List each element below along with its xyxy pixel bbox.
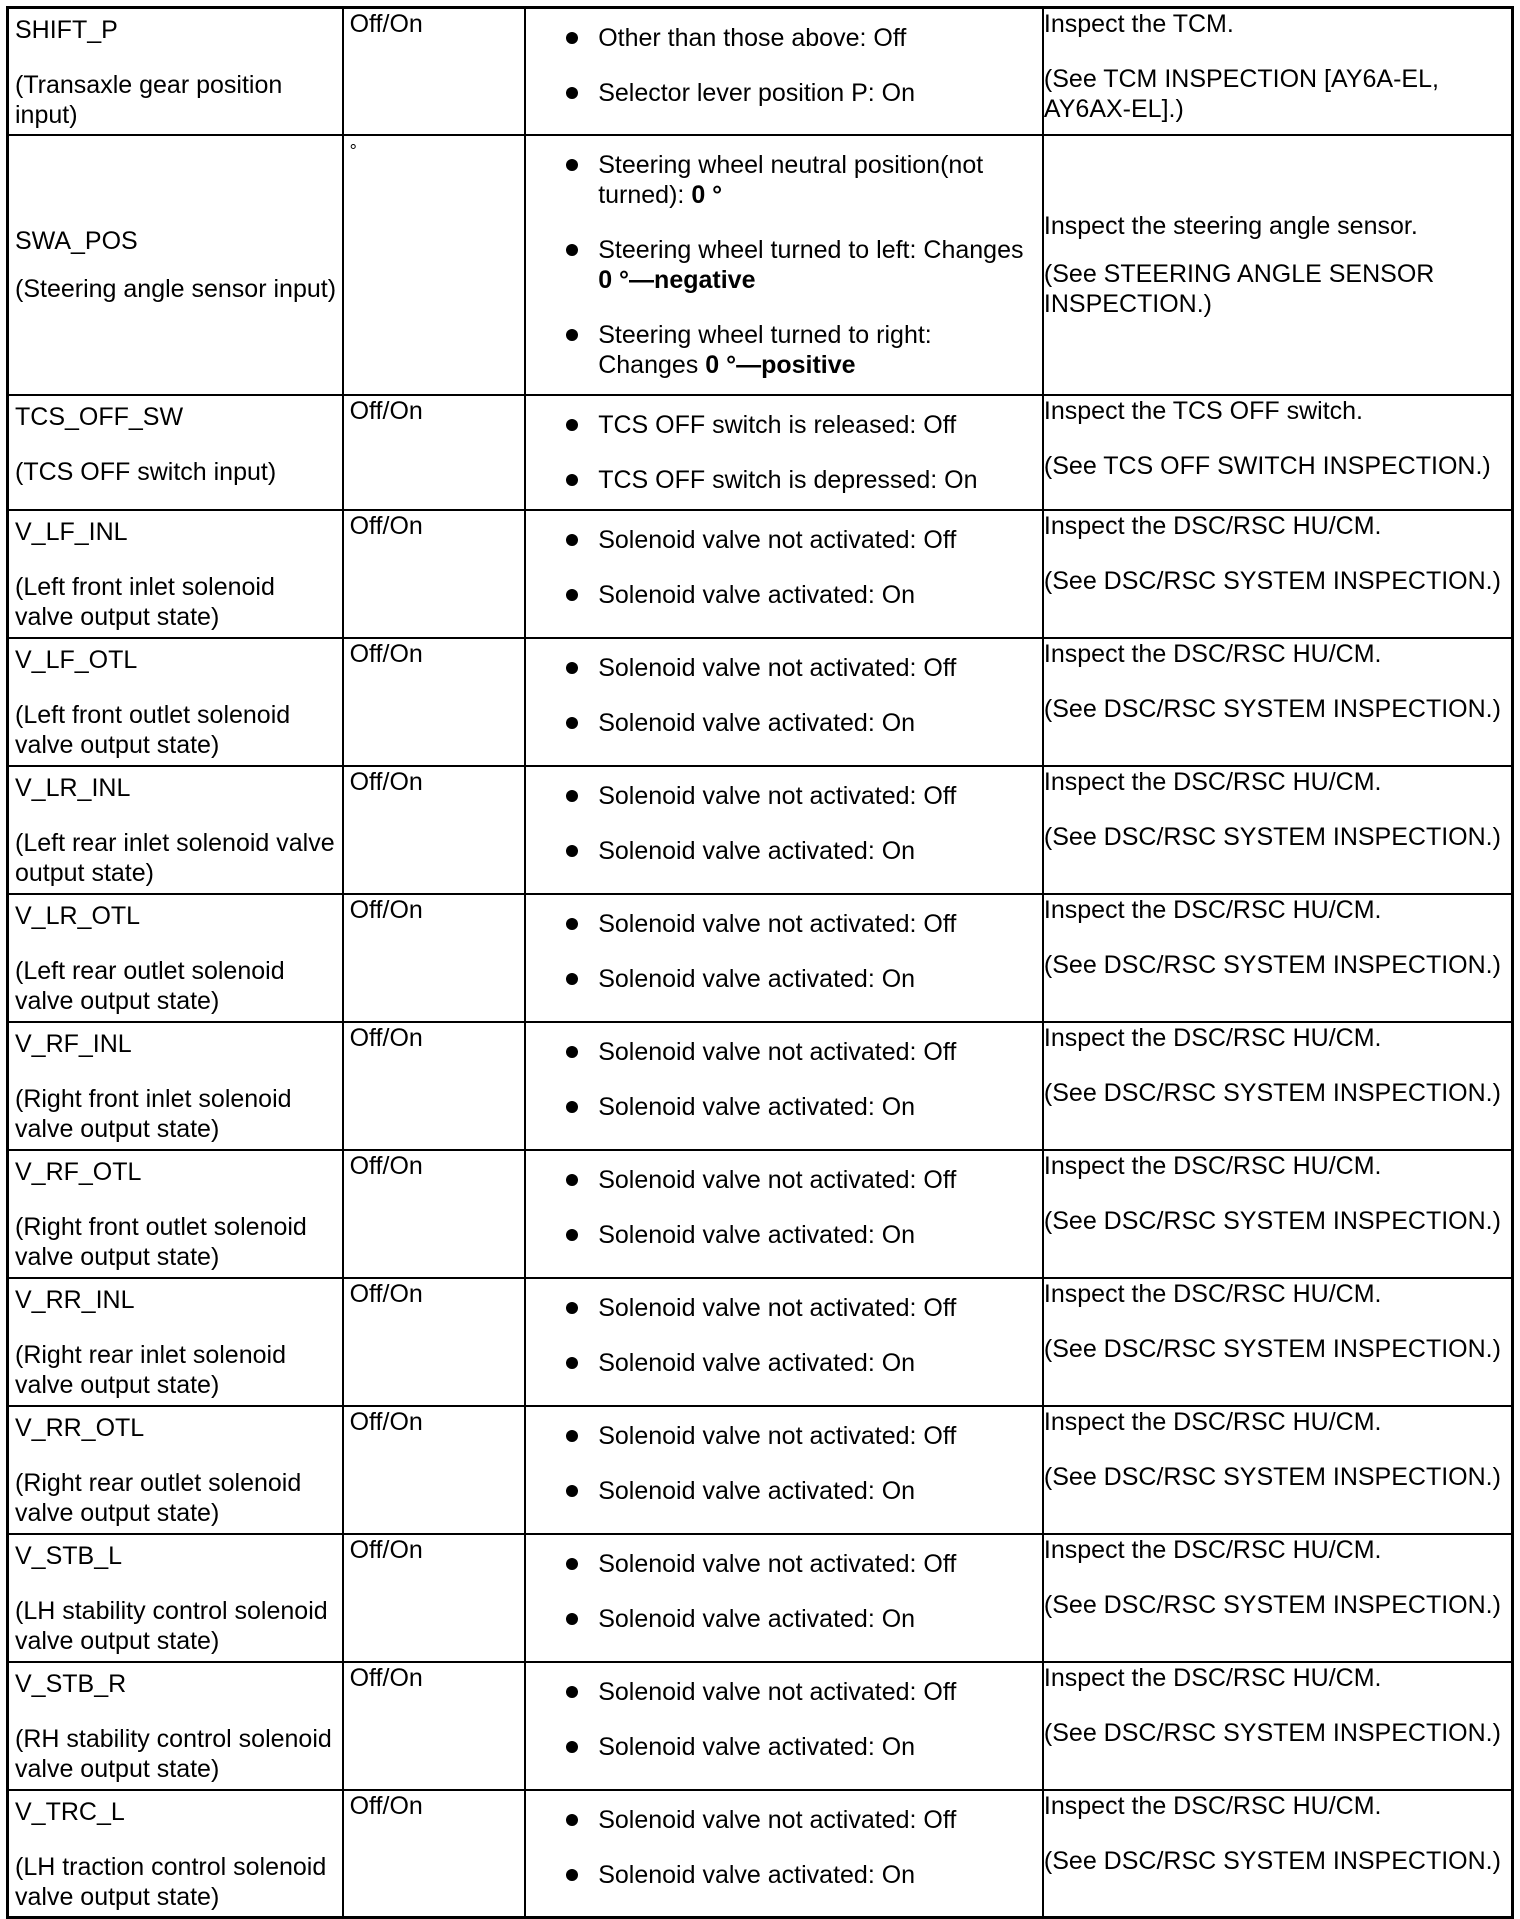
condition-item (566, 78, 1032, 108)
see-reference-link[interactable]: (See TCS OFF SWITCH INSPECTION.) (1043, 451, 1491, 480)
bullet-icon (566, 419, 578, 431)
condition-plain-text: Selector lever position P: On (598, 79, 916, 107)
condition-item (566, 708, 1032, 738)
condition-text (598, 1732, 915, 1762)
condition-item (566, 1165, 1032, 1195)
pid-name: V_RF_INL (15, 1029, 132, 1058)
pid-cell (8, 135, 343, 395)
pid-name: V_LR_INL (15, 773, 131, 802)
action-cell (1043, 1022, 1513, 1150)
bullet-icon (566, 474, 578, 486)
condition-plain-text: Solenoid valve not activated: Off (598, 1549, 957, 1578)
condition-text (598, 1348, 915, 1378)
condition-cell (525, 894, 1043, 1022)
pid-description: (Left rear inlet solenoid valve output state) (15, 828, 335, 887)
table-row (8, 1662, 1513, 1790)
bullet-icon (566, 1741, 578, 1753)
pid-description: (Left front outlet solenoid valve output state) (15, 700, 291, 759)
bullet-icon (566, 1430, 578, 1442)
condition-text (598, 78, 915, 108)
bullet-icon (566, 717, 578, 729)
table-row (8, 8, 1513, 135)
condition-plain-text: Solenoid valve not activated: Off (598, 781, 957, 810)
unit-cell (343, 894, 526, 1022)
action-text: Inspect the DSC/RSC HU/CM. (1043, 511, 1382, 540)
condition-list (526, 1151, 1042, 1264)
unit-cell (343, 8, 526, 135)
condition-text (598, 1220, 915, 1250)
condition-list (526, 1407, 1042, 1520)
action-text: Inspect the DSC/RSC HU/CM. (1043, 767, 1382, 796)
condition-plain-text: Solenoid valve not activated: Off (598, 1037, 957, 1066)
unit-cell (343, 1150, 526, 1278)
see-reference-link[interactable]: (See DSC/RSC SYSTEM INSPECTION.) (1043, 694, 1501, 723)
pid-name: TCS_OFF_SW (15, 402, 184, 431)
condition-text (598, 465, 977, 495)
condition-cell (525, 1790, 1043, 1918)
condition-item (566, 909, 1032, 939)
condition-plain-text: Solenoid valve activated: On (598, 708, 916, 737)
see-reference-link[interactable]: (See DSC/RSC SYSTEM INSPECTION.) (1043, 1590, 1501, 1619)
bullet-icon (566, 1302, 578, 1314)
pid-name: SHIFT_P (15, 16, 118, 44)
condition-text (598, 1476, 915, 1506)
condition-plain-text: Steering wheel turned to left: Changes (598, 235, 1024, 264)
condition-cell (525, 395, 1043, 510)
condition-plain-text: Solenoid valve not activated: Off (598, 1421, 957, 1450)
pid-description: (RH stability control solenoid valve output state) (15, 1724, 332, 1783)
pid-cell (8, 1406, 343, 1534)
unit-value: Off/On (349, 639, 423, 668)
action-text: Inspect the DSC/RSC HU/CM. (1043, 639, 1382, 668)
unit-value: Off/On (349, 396, 423, 425)
condition-item (566, 235, 1032, 295)
action-text: Inspect the DSC/RSC HU/CM. (1043, 1407, 1382, 1436)
bullet-icon (566, 1485, 578, 1497)
pid-name: V_LF_OTL (15, 645, 138, 674)
action-cell (1043, 135, 1513, 395)
condition-plain-text: TCS OFF switch is released: Off (598, 410, 957, 439)
pid-name: V_STB_L (15, 1541, 123, 1570)
table-row (8, 894, 1513, 1022)
condition-list (526, 511, 1042, 624)
bullet-icon (566, 1814, 578, 1826)
action-text: Inspect the DSC/RSC HU/CM. (1043, 1663, 1382, 1692)
bullet-icon (566, 1046, 578, 1058)
condition-plain-text: Other than those above: Off (598, 24, 907, 52)
unit-value: Off/On (349, 1407, 423, 1436)
condition-list (526, 1023, 1042, 1136)
table-row (8, 1534, 1513, 1662)
action-text: Inspect the DSC/RSC HU/CM. (1043, 1279, 1382, 1308)
bullet-icon (566, 845, 578, 857)
bullet-icon (566, 1174, 578, 1186)
condition-cell (525, 135, 1043, 395)
condition-text (598, 964, 915, 994)
pid-cell (8, 8, 343, 135)
unit-value: Off/On (349, 895, 423, 924)
see-reference-link[interactable]: (See DSC/RSC SYSTEM INSPECTION.) (1043, 1462, 1501, 1491)
condition-item (566, 1476, 1032, 1506)
pid-description: (Transaxle gear position input) (15, 71, 283, 129)
condition-plain-text: Solenoid valve not activated: Off (598, 525, 957, 554)
condition-item (566, 1421, 1032, 1451)
pid-description: (Left front inlet solenoid valve output state) (15, 572, 275, 631)
condition-text (598, 150, 1032, 210)
table-row (8, 1790, 1513, 1918)
table-row (8, 395, 1513, 510)
unit-cell (343, 1790, 526, 1918)
action-text: Inspect the DSC/RSC HU/CM. (1043, 1023, 1382, 1052)
condition-plain-text: Solenoid valve activated: On (598, 1220, 916, 1249)
condition-plain-text: Solenoid valve activated: On (598, 1732, 916, 1761)
unit-value: Off/On (349, 10, 423, 38)
condition-item (566, 1549, 1032, 1579)
condition-item (566, 1805, 1032, 1835)
condition-item (566, 410, 1032, 440)
condition-item (566, 1677, 1032, 1707)
pid-name: V_STB_R (15, 1669, 127, 1698)
unit-value: Off/On (349, 1791, 423, 1820)
condition-item (566, 964, 1032, 994)
condition-cell (525, 1150, 1043, 1278)
bullet-icon (566, 32, 578, 44)
pid-name: V_TRC_L (15, 1797, 125, 1826)
condition-cell (525, 1662, 1043, 1790)
pid-table (6, 6, 1514, 1919)
condition-text (598, 909, 956, 939)
condition-list (526, 1535, 1042, 1648)
bullet-icon (566, 1558, 578, 1570)
action-cell (1043, 766, 1513, 894)
table-row (8, 510, 1513, 638)
condition-item (566, 1348, 1032, 1378)
action-cell (1043, 1150, 1513, 1278)
condition-plain-text: Solenoid valve activated: On (598, 580, 916, 609)
condition-text (598, 525, 956, 555)
condition-cell (525, 638, 1043, 766)
condition-list (526, 1663, 1042, 1776)
unit-cell (343, 1406, 526, 1534)
table-row (8, 1150, 1513, 1278)
condition-list (526, 1279, 1042, 1392)
condition-cell (525, 510, 1043, 638)
action-cell (1043, 1406, 1513, 1534)
unit-cell (343, 135, 526, 395)
condition-text (598, 320, 1032, 380)
condition-item (566, 23, 1032, 53)
bullet-icon (566, 87, 578, 99)
condition-text (598, 1805, 956, 1835)
see-reference-link[interactable]: (See DSC/RSC SYSTEM INSPECTION.) (1043, 1334, 1501, 1363)
condition-item (566, 320, 1032, 380)
condition-text (598, 708, 915, 738)
condition-list (526, 9, 1042, 122)
condition-plain-text: Solenoid valve activated: On (598, 1860, 916, 1889)
condition-cell (525, 1534, 1043, 1662)
condition-item (566, 580, 1032, 610)
action-cell (1043, 1534, 1513, 1662)
pid-cell (8, 766, 343, 894)
bullet-icon (566, 159, 578, 171)
pid-cell (8, 638, 343, 766)
unit-cell (343, 1534, 526, 1662)
see-reference-link[interactable]: (See TCM INSPECTION [AY6A-EL, AY6AX-EL].) (1043, 65, 1439, 123)
condition-item (566, 150, 1032, 210)
unit-value: Off/On (349, 1279, 423, 1308)
action-cell (1043, 8, 1513, 135)
unit-cell (343, 395, 526, 510)
condition-item (566, 653, 1032, 683)
condition-item (566, 1860, 1032, 1890)
table-row (8, 1278, 1513, 1406)
see-reference-link[interactable]: (See DSC/RSC SYSTEM INSPECTION.) (1043, 1846, 1501, 1875)
condition-plain-text: Solenoid valve activated: On (598, 1092, 916, 1121)
unit-cell (343, 766, 526, 894)
condition-item (566, 836, 1032, 866)
see-reference-link[interactable]: (See DSC/RSC SYSTEM INSPECTION.) (1043, 1078, 1501, 1107)
condition-list (526, 1791, 1042, 1904)
condition-list (526, 136, 1042, 394)
action-cell (1043, 1790, 1513, 1918)
action-text: Inspect the TCS OFF switch. (1043, 396, 1364, 425)
condition-plain-text: Steering wheel neutral position(not turned): (598, 150, 984, 209)
condition-text (598, 1604, 915, 1634)
table-row (8, 135, 1513, 395)
pid-cell (8, 510, 343, 638)
action-cell (1043, 1278, 1513, 1406)
pid-cell (8, 1278, 343, 1406)
see-reference-link[interactable]: (See DSC/RSC SYSTEM INSPECTION.) (1043, 566, 1501, 595)
condition-plain-text: Solenoid valve not activated: Off (598, 1165, 957, 1194)
pid-description: (LH traction control solenoid valve output state) (15, 1852, 327, 1911)
pid-name: V_RF_OTL (15, 1157, 142, 1186)
condition-plain-text: Solenoid valve not activated: Off (598, 909, 957, 938)
action-text: Inspect the DSC/RSC HU/CM. (1043, 1535, 1382, 1564)
condition-item (566, 781, 1032, 811)
condition-cell (525, 8, 1043, 135)
pid-name: V_LF_INL (15, 517, 128, 546)
condition-text (598, 1677, 956, 1707)
pid-description: (Left rear outlet solenoid valve output state) (15, 956, 285, 1015)
pid-name: V_RR_INL (15, 1285, 135, 1314)
bullet-icon (566, 589, 578, 601)
table-row (8, 1406, 1513, 1534)
condition-item (566, 1293, 1032, 1323)
see-reference-link[interactable]: (See DSC/RSC SYSTEM INSPECTION.) (1043, 950, 1501, 979)
pid-name: V_LR_OTL (15, 901, 141, 930)
bullet-icon (566, 1101, 578, 1113)
table-row (8, 766, 1513, 894)
action-text: Inspect the TCM. (1043, 10, 1234, 38)
unit-cell (343, 638, 526, 766)
bullet-icon (566, 329, 578, 341)
bullet-icon (566, 1686, 578, 1698)
action-text: Inspect the DSC/RSC HU/CM. (1043, 1791, 1382, 1820)
condition-text (598, 1421, 956, 1451)
pid-cell (8, 1534, 343, 1662)
condition-plain-text: TCS OFF switch is depressed: On (598, 465, 978, 494)
condition-item (566, 1604, 1032, 1634)
unit-cell (343, 1278, 526, 1406)
condition-list (526, 895, 1042, 1008)
condition-text (598, 23, 906, 53)
condition-text (598, 235, 1032, 295)
condition-plain-text: Steering wheel turned to right: Changes (598, 320, 932, 379)
unit-cell (343, 1022, 526, 1150)
unit-value: Off/On (349, 1151, 423, 1180)
condition-item (566, 525, 1032, 555)
table-row (8, 638, 1513, 766)
pid-description: (Right front outlet solenoid valve output state) (15, 1212, 307, 1271)
unit-value: Off/On (349, 511, 423, 540)
condition-text (598, 410, 956, 440)
bullet-icon (566, 1869, 578, 1881)
pid-description: (TCS OFF switch input) (15, 457, 277, 486)
pid-cell (8, 1022, 343, 1150)
pid-cell (8, 1150, 343, 1278)
condition-plain-text: Solenoid valve activated: On (598, 1604, 916, 1633)
condition-plain-text: Solenoid valve activated: On (598, 1348, 916, 1377)
pid-description: (Steering angle sensor input) (15, 274, 337, 303)
action-cell (1043, 395, 1513, 510)
condition-plain-text: Solenoid valve not activated: Off (598, 1677, 957, 1706)
see-reference-link[interactable]: (See DSC/RSC SYSTEM INSPECTION.) (1043, 1206, 1501, 1235)
condition-text (598, 781, 956, 811)
unit-cell (343, 510, 526, 638)
unit-value: Off/On (349, 1663, 423, 1692)
condition-bold-value: 0 °—positive (705, 350, 856, 379)
table-row (8, 1022, 1513, 1150)
bullet-icon (566, 918, 578, 930)
pid-description: (Right front inlet solenoid valve output state) (15, 1084, 292, 1143)
pid-description: (LH stability control solenoid valve output state) (15, 1596, 328, 1655)
pid-name: V_RR_OTL (15, 1413, 145, 1442)
action-cell (1043, 510, 1513, 638)
action-cell (1043, 638, 1513, 766)
condition-plain-text: Solenoid valve activated: On (598, 964, 916, 993)
unit-value: ° (349, 140, 357, 161)
condition-text (598, 653, 956, 683)
condition-item (566, 1220, 1032, 1250)
condition-item (566, 1732, 1032, 1762)
condition-text (598, 1037, 956, 1067)
condition-list (526, 396, 1042, 509)
action-text: Inspect the DSC/RSC HU/CM. (1043, 1151, 1382, 1180)
pid-description: (Right rear inlet solenoid valve output state) (15, 1340, 286, 1399)
condition-text (598, 836, 915, 866)
condition-text (598, 1092, 915, 1122)
condition-text (598, 1293, 956, 1323)
unit-value: Off/On (349, 1535, 423, 1564)
condition-plain-text: Solenoid valve activated: On (598, 1476, 916, 1505)
condition-text (598, 1860, 915, 1890)
pid-cell (8, 894, 343, 1022)
condition-cell (525, 766, 1043, 894)
action-cell (1043, 894, 1513, 1022)
condition-item (566, 1092, 1032, 1122)
pid-table-body (8, 8, 1513, 1918)
condition-plain-text: Solenoid valve not activated: Off (598, 1805, 957, 1834)
condition-plain-text: Solenoid valve not activated: Off (598, 1293, 957, 1322)
pid-cell (8, 1662, 343, 1790)
unit-value: Off/On (349, 1023, 423, 1052)
action-cell (1043, 1662, 1513, 1790)
condition-cell (525, 1406, 1043, 1534)
bullet-icon (566, 973, 578, 985)
bullet-icon (566, 790, 578, 802)
condition-cell (525, 1022, 1043, 1150)
bullet-icon (566, 244, 578, 256)
unit-value: Off/On (349, 767, 423, 796)
bullet-icon (566, 1357, 578, 1369)
see-reference-link[interactable]: (See STEERING ANGLE SENSOR INSPECTION.) (1043, 259, 1435, 318)
pid-cell (8, 395, 343, 510)
condition-bold-value: 0 ° (691, 180, 723, 209)
bullet-icon (566, 1613, 578, 1625)
condition-plain-text: Solenoid valve activated: On (598, 836, 916, 865)
action-text: Inspect the steering angle sensor. (1043, 211, 1418, 240)
condition-plain-text: Solenoid valve not activated: Off (598, 653, 957, 682)
condition-item (566, 1037, 1032, 1067)
condition-cell (525, 1278, 1043, 1406)
condition-text (598, 1165, 956, 1195)
see-reference-link[interactable]: (See DSC/RSC SYSTEM INSPECTION.) (1043, 822, 1501, 851)
condition-text (598, 1549, 956, 1579)
condition-item (566, 465, 1032, 495)
pid-name: SWA_POS (15, 226, 138, 255)
condition-bold-value: 0 °—negative (598, 265, 756, 294)
pid-description: (Right rear outlet solenoid valve output state) (15, 1468, 302, 1527)
condition-list (526, 639, 1042, 752)
bullet-icon (566, 534, 578, 546)
bullet-icon (566, 1229, 578, 1241)
action-text: Inspect the DSC/RSC HU/CM. (1043, 895, 1382, 924)
bullet-icon (566, 662, 578, 674)
condition-text (598, 580, 915, 610)
see-reference-link[interactable]: (See DSC/RSC SYSTEM INSPECTION.) (1043, 1718, 1501, 1747)
condition-list (526, 767, 1042, 880)
pid-cell (8, 1790, 343, 1918)
unit-cell (343, 1662, 526, 1790)
